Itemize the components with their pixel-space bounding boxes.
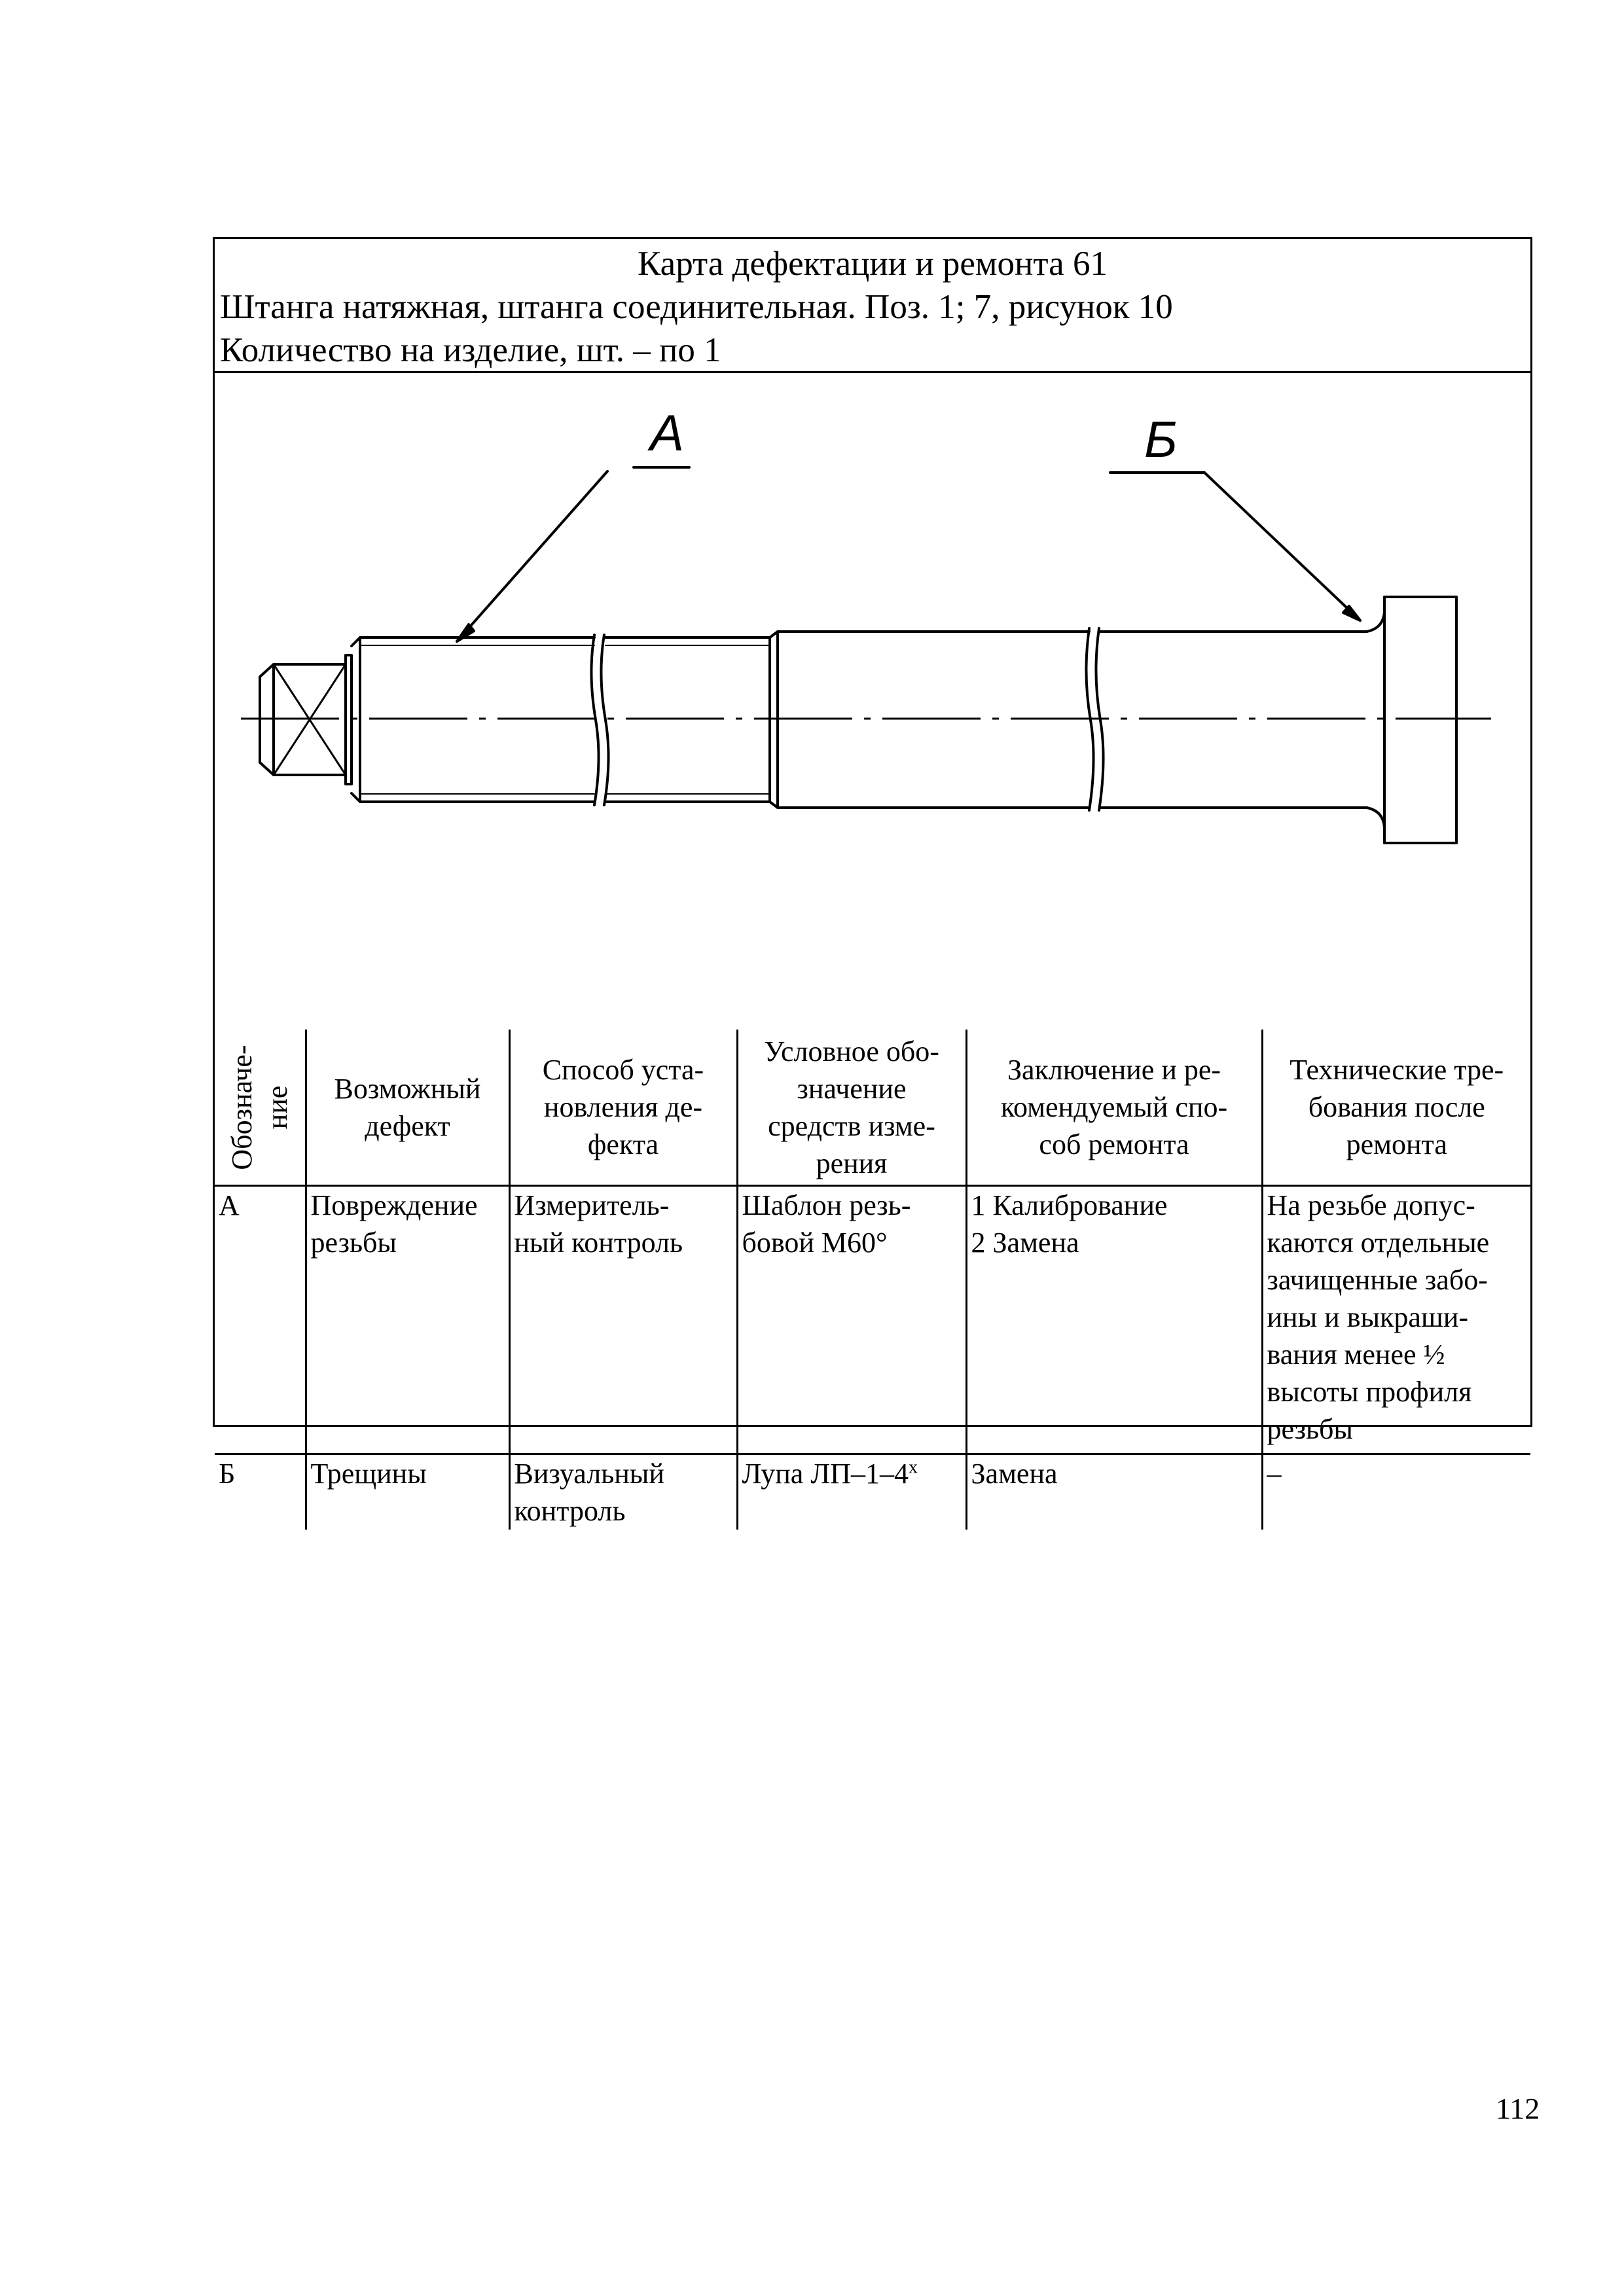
header-method: Способ уста- новления де- фекта — [509, 1030, 737, 1186]
cell-tool-sup: х — [908, 1457, 918, 1478]
cell-requirements: На резьбе допус- каются отдельные зачищенные забо- ины и выкраши- вания менее ½ высоты профиля резьбы — [1262, 1186, 1530, 1454]
card-header — [215, 239, 1530, 373]
cell-defect: Повреждение резьбы — [306, 1186, 509, 1454]
leader-a-arrowhead — [457, 624, 474, 641]
header-designation-text: Обозначе- ние — [225, 1044, 293, 1170]
table-row — [215, 1186, 1530, 1454]
leader-a-line — [457, 471, 607, 641]
cell-defect: Трещины — [306, 1454, 509, 1530]
collar — [346, 655, 352, 784]
leader-b-arrowhead — [1343, 606, 1360, 620]
head — [1384, 597, 1456, 843]
header-defect: Возможный дефект — [306, 1030, 509, 1186]
defect-table — [215, 1030, 1530, 1530]
card-quantity: Количество на изделие, шт. – по 1 — [220, 331, 721, 369]
table-header-row — [215, 1030, 1530, 1186]
cell-designation: Б — [215, 1454, 306, 1530]
header-designation — [215, 1030, 306, 1186]
break-line-1a — [591, 635, 598, 805]
cell-designation: А — [215, 1186, 306, 1454]
label-b: Б — [1144, 410, 1178, 468]
card-title: Карта дефектации и ремонта 61 — [638, 245, 1108, 283]
cell-tool — [737, 1186, 966, 1454]
break-line-1b — [601, 635, 608, 805]
leader-b-line — [1204, 473, 1360, 620]
cell-conclusion: Замена — [966, 1454, 1262, 1530]
cell-tool-text: Шаблон резь- бовой М60° — [742, 1189, 911, 1259]
cell-conclusion: 1 Калибрование 2 Замена — [966, 1186, 1262, 1454]
cell-method: Измеритель- ный контроль — [509, 1186, 737, 1454]
label-a: А — [650, 404, 685, 461]
part-drawing — [215, 373, 1530, 1030]
page-number: 112 — [1496, 2092, 1540, 2125]
cell-tool-text: Лупа ЛП–1–4 — [742, 1458, 909, 1490]
cell-requirements: – — [1262, 1454, 1530, 1530]
header-conclusion: Заключение и ре- комендуемый спо- соб ремонта — [966, 1030, 1262, 1186]
defect-card — [213, 237, 1532, 1527]
header-requirements: Технические тре- бования после ремонта — [1262, 1030, 1530, 1186]
table-row — [215, 1454, 1530, 1530]
cell-tool — [737, 1454, 966, 1530]
rod-drawing — [215, 373, 1530, 1030]
header-tool: Условное обо- значение средств изме- рения — [737, 1030, 966, 1186]
head-fillet-top — [1367, 612, 1384, 632]
card-subtitle: Штанга натяжная, штанга соединительная. Поз. 1; 7, рисунок 10 — [220, 288, 1173, 326]
head-fillet-bottom — [1367, 808, 1384, 827]
cell-method: Визуальный контроль — [509, 1454, 737, 1530]
